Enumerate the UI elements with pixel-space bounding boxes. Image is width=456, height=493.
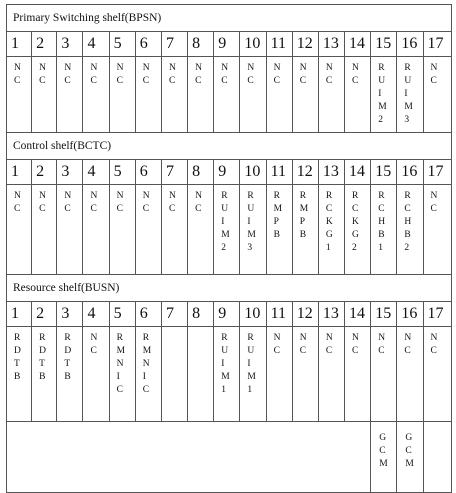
gcm-card-label: G C M (379, 433, 388, 469)
card-label: N C (64, 191, 72, 214)
card-cell (240, 185, 266, 275)
card-cell (318, 185, 344, 275)
card-label: R D T B (64, 333, 72, 382)
card-label: N C (325, 63, 333, 86)
card-label: N C (195, 191, 202, 214)
card-cell (83, 185, 109, 275)
slot-number: 14 (345, 302, 371, 327)
card-cell (188, 185, 214, 275)
card-label: N C (299, 333, 307, 356)
card-row (7, 57, 452, 133)
card-label: R M P B (273, 191, 283, 240)
card-label: R C K G 2 (352, 191, 359, 253)
card-cell (266, 57, 292, 133)
slot-number: 17 (423, 32, 452, 57)
slot-number: 13 (318, 32, 344, 57)
slot-number: 10 (240, 32, 266, 57)
slot-number: 14 (345, 160, 371, 185)
shelf-title: Control shelf(BCTC) (7, 133, 452, 160)
card-label: R C H B 1 (378, 191, 386, 253)
empty-cell (7, 422, 371, 493)
card-label: R D T B (39, 333, 47, 382)
card-cell (240, 327, 266, 422)
card-cell (397, 185, 423, 275)
slot-number: 13 (318, 160, 344, 185)
card-label: R D T B (14, 333, 21, 382)
card-label: N C (14, 191, 21, 214)
card-row (7, 185, 452, 275)
card-cell (423, 57, 452, 133)
card-cell (266, 327, 292, 422)
shelf-title-row (7, 133, 452, 160)
card-label: R C K G 1 (325, 191, 333, 253)
slot-number: 6 (135, 302, 161, 327)
slot-number: 4 (83, 302, 109, 327)
card-label: N C (90, 333, 98, 356)
slot-number: 13 (318, 302, 344, 327)
card-cell (32, 185, 57, 275)
card-row (7, 327, 452, 422)
card-label: R U I M 3 (247, 191, 256, 253)
card-cell (371, 57, 397, 133)
card-cell (214, 185, 240, 275)
card-cell (109, 57, 135, 133)
slot-number: 9 (214, 32, 240, 57)
slot-number: 10 (240, 302, 266, 327)
card-label: N C (430, 191, 438, 214)
card-cell (423, 327, 452, 422)
card-label: R U I M 3 (404, 63, 413, 125)
card-label: R U I M 2 (378, 63, 387, 125)
gcm-card-cell (371, 422, 397, 493)
slot-number: 9 (214, 302, 240, 327)
card-label: N C (195, 63, 202, 86)
slot-number: 16 (397, 160, 423, 185)
card-label: N C (352, 333, 359, 356)
slot-number-row (7, 32, 452, 57)
card-label: N C (352, 63, 359, 86)
card-label: N C (90, 191, 98, 214)
card-cell (188, 327, 214, 422)
slot-number-row (7, 160, 452, 185)
card-cell (7, 327, 32, 422)
card-cell (397, 57, 423, 133)
card-cell (135, 57, 161, 133)
card-label: R M N I C (142, 333, 152, 395)
card-label: R U I M 1 (221, 333, 230, 395)
slot-number: 8 (188, 302, 214, 327)
card-label: N C (14, 63, 21, 86)
card-label: R C H B 2 (404, 191, 412, 253)
slot-number: 2 (32, 160, 57, 185)
card-label: N C (168, 63, 176, 86)
slot-number-row (7, 302, 452, 327)
slot-number: 5 (109, 32, 135, 57)
card-cell (397, 327, 423, 422)
slot-number: 10 (240, 160, 266, 185)
slot-number: 5 (109, 160, 135, 185)
card-cell (135, 327, 161, 422)
card-label: N C (273, 63, 281, 86)
card-label: N C (325, 333, 333, 356)
card-cell (161, 327, 187, 422)
card-label: R U I M 1 (247, 333, 256, 395)
card-label: R M N I C (116, 333, 126, 395)
card-label: N C (39, 63, 47, 86)
card-label: N C (430, 63, 438, 86)
card-cell (345, 327, 371, 422)
card-cell (214, 327, 240, 422)
card-cell (292, 57, 318, 133)
card-cell (57, 185, 83, 275)
slot-number: 5 (109, 302, 135, 327)
slot-number: 1 (7, 32, 32, 57)
card-label: R M P B (299, 191, 309, 240)
gcm-card-label: G C M (405, 433, 414, 469)
slot-number: 7 (161, 302, 187, 327)
card-cell (345, 57, 371, 133)
card-label: R U I M 2 (221, 191, 230, 253)
card-cell (161, 57, 187, 133)
slot-number: 1 (7, 160, 32, 185)
card-cell (318, 57, 344, 133)
card-cell (57, 327, 83, 422)
shelf-table (6, 4, 452, 493)
slot-number: 12 (292, 302, 318, 327)
card-cell (292, 185, 318, 275)
card-label: N C (116, 63, 124, 86)
slot-number: 1 (7, 302, 32, 327)
card-label: N C (142, 63, 150, 86)
slot-number: 17 (423, 160, 452, 185)
card-label: N C (404, 333, 412, 356)
card-cell (345, 185, 371, 275)
slot-number: 2 (32, 32, 57, 57)
slot-number: 2 (32, 302, 57, 327)
slot-number: 11 (266, 302, 292, 327)
slot-number: 15 (371, 32, 397, 57)
card-cell (371, 185, 397, 275)
card-label: N C (378, 333, 386, 356)
card-label: N C (273, 333, 281, 356)
card-cell (83, 57, 109, 133)
card-label: N C (168, 191, 176, 214)
slot-number: 3 (57, 302, 83, 327)
card-cell (109, 185, 135, 275)
card-cell (7, 57, 32, 133)
card-cell (371, 327, 397, 422)
card-label: N C (90, 63, 98, 86)
card-label: N C (299, 63, 307, 86)
card-cell (32, 57, 57, 133)
card-cell (109, 327, 135, 422)
slot-number: 9 (214, 160, 240, 185)
slot-number: 8 (188, 32, 214, 57)
slot-number: 3 (57, 32, 83, 57)
card-cell (7, 185, 32, 275)
card-label: N C (221, 63, 229, 86)
slot-number: 15 (371, 160, 397, 185)
slot-number: 14 (345, 32, 371, 57)
shelf-title: Primary Switching shelf(BPSN) (7, 5, 452, 32)
slot-number: 8 (188, 160, 214, 185)
card-cell (318, 327, 344, 422)
card-cell (135, 185, 161, 275)
card-label: N C (64, 63, 72, 86)
card-label: N C (430, 333, 438, 356)
slot-number: 15 (371, 302, 397, 327)
slot-number: 17 (423, 302, 452, 327)
card-label: N C (116, 191, 124, 214)
slot-number: 4 (83, 32, 109, 57)
card-cell (161, 185, 187, 275)
slot-number: 11 (266, 160, 292, 185)
card-cell (32, 327, 57, 422)
card-label: N C (142, 191, 150, 214)
shelf-title-row (7, 5, 452, 32)
slot-number: 11 (266, 32, 292, 57)
card-cell (57, 57, 83, 133)
slot-number: 16 (397, 32, 423, 57)
card-cell (188, 57, 214, 133)
gcm-card-cell (397, 422, 423, 493)
card-label: N C (39, 191, 47, 214)
slot-number: 12 (292, 32, 318, 57)
slot-number: 6 (135, 160, 161, 185)
empty-cell (423, 422, 452, 493)
shelf-title-row (7, 275, 452, 302)
card-cell (83, 327, 109, 422)
slot-number: 3 (57, 160, 83, 185)
card-label: N C (247, 63, 255, 86)
slot-number: 7 (161, 32, 187, 57)
extra-card-row (7, 422, 452, 493)
card-cell (292, 327, 318, 422)
card-cell (266, 185, 292, 275)
shelf-diagram (6, 4, 452, 469)
slot-number: 4 (83, 160, 109, 185)
slot-number: 12 (292, 160, 318, 185)
slot-number: 6 (135, 32, 161, 57)
card-cell (423, 185, 452, 275)
slot-number: 16 (397, 302, 423, 327)
card-cell (240, 57, 266, 133)
slot-number: 7 (161, 160, 187, 185)
shelf-title: Resource shelf(BUSN) (7, 275, 452, 302)
card-cell (214, 57, 240, 133)
